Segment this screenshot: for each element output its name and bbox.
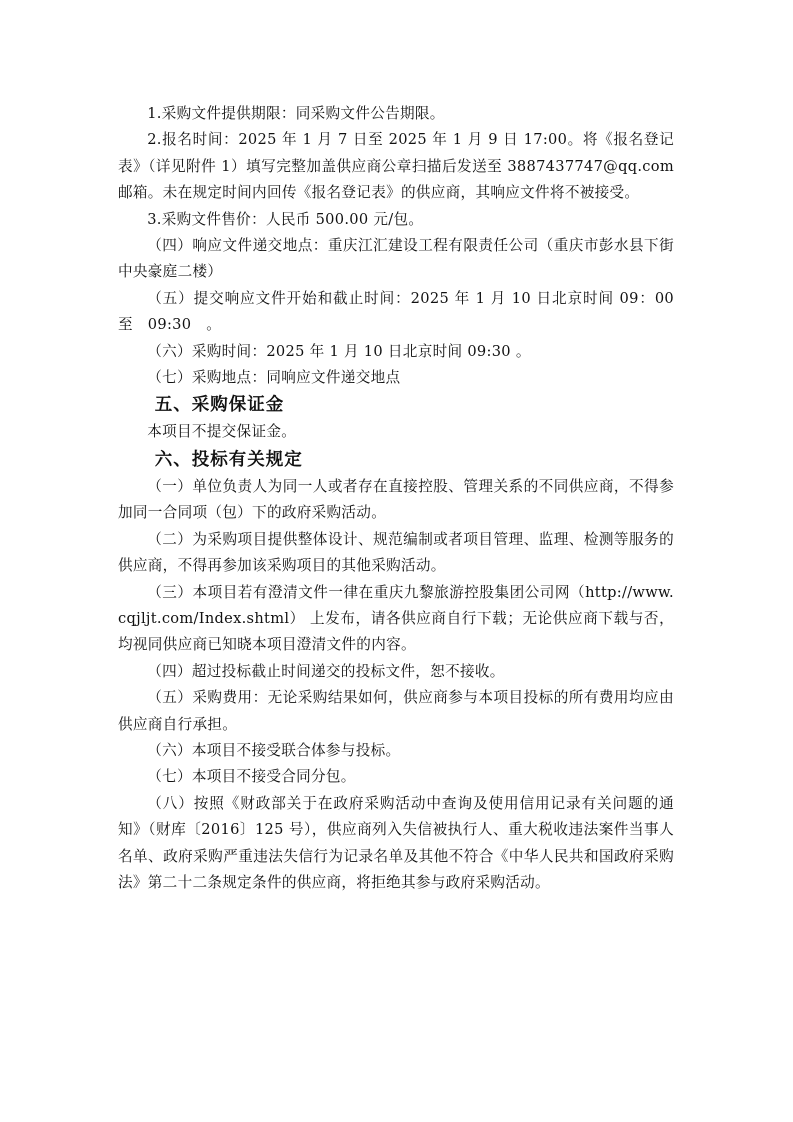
paragraph-rule-7: （七）本项目不接受合同分包。: [147, 768, 356, 786]
paragraph-doc-price: 3.采购文件售价：人民币 500.00 元/包。: [147, 210, 424, 228]
document-body: [118, 101, 674, 896]
paragraph-procurement-location: （七）采购地点：同响应文件递交地点: [147, 369, 401, 387]
paragraph-rule-3: （三）本项目若有澄清文件一律在重庆九黎旅游控股集团公司网（http://www.cqjljt.com/Index.shtml） 上发布，请各供应商自行下载；无论供应商下载与否，均视同供应商已知晓本项目澄清文件的内容。: [118, 583, 674, 654]
section-heading-bidding-rules: 六、投标有关规定: [154, 449, 303, 470]
paragraph-submission-location: （四）响应文件递交地点：重庆江汇建设工程有限责任公司（重庆市彭水县下街中央豪庭二楼）: [118, 237, 674, 281]
paragraph-rule-6: （六）本项目不接受联合体参与投标。: [147, 741, 401, 759]
paragraph-rule-1: （一）单位负责人为同一人或者存在直接控股、管理关系的不同供应商，不得参加同一合同项（包）下的政府采购活动。: [118, 477, 674, 522]
section-heading-deposit: 五、采购保证金: [154, 395, 285, 416]
paragraph-procurement-time: （六）采购时间：2025 年 1 月 10 日北京时间 09:30 。: [147, 342, 531, 360]
paragraph-doc-period: 1.采购文件提供期限：同采购文件公告期限。: [147, 105, 445, 122]
paragraph-registration-time: 2.报名时间：2025 年 1 月 7 日至 2025 年 1 月 9 日 17:00。将《报名登记表》（详见附件 1）填写完整加盖供应商公章扫描后发送至 3887437747@qq.com 邮箱。未在规定时间内回传《报名登记表》的供应商，其响应文件将不被接受。: [118, 131, 674, 202]
paragraph-rule-8: （八）按照《财政部关于在政府采购活动中查询及使用信用记录有关问题的通知》（财库〔2016〕125 号），供应商列入失信被执行人、重大税收违法案件当事人名单、政府采购严重违法失信行为记录名单及其他不符合《中华人民共和国政府采购法》第二十二条规定条件的供应商，将拒绝其参与政府采购活动。: [118, 794, 674, 891]
paragraph-rule-5: （五）采购费用：无论采购结果如何，供应商参与本项目投标的所有费用均应由供应商自行承担。: [118, 689, 674, 733]
paragraph-rule-4: （四）超过投标截止时间递交的投标文件，恕不接收。: [147, 662, 505, 680]
paragraph-no-deposit: 本项目不提交保证金。: [147, 423, 297, 441]
paragraph-rule-2: （二）为采购项目提供整体设计、规范编制或者项目管理、监理、检测等服务的供应商，不得再参加该采购项目的其他采购活动。: [118, 530, 674, 575]
paragraph-submission-time: （五）提交响应文件开始和截止时间：2025 年 1 月 10 日北京时间 09：00 至 09:30 。: [118, 289, 674, 334]
